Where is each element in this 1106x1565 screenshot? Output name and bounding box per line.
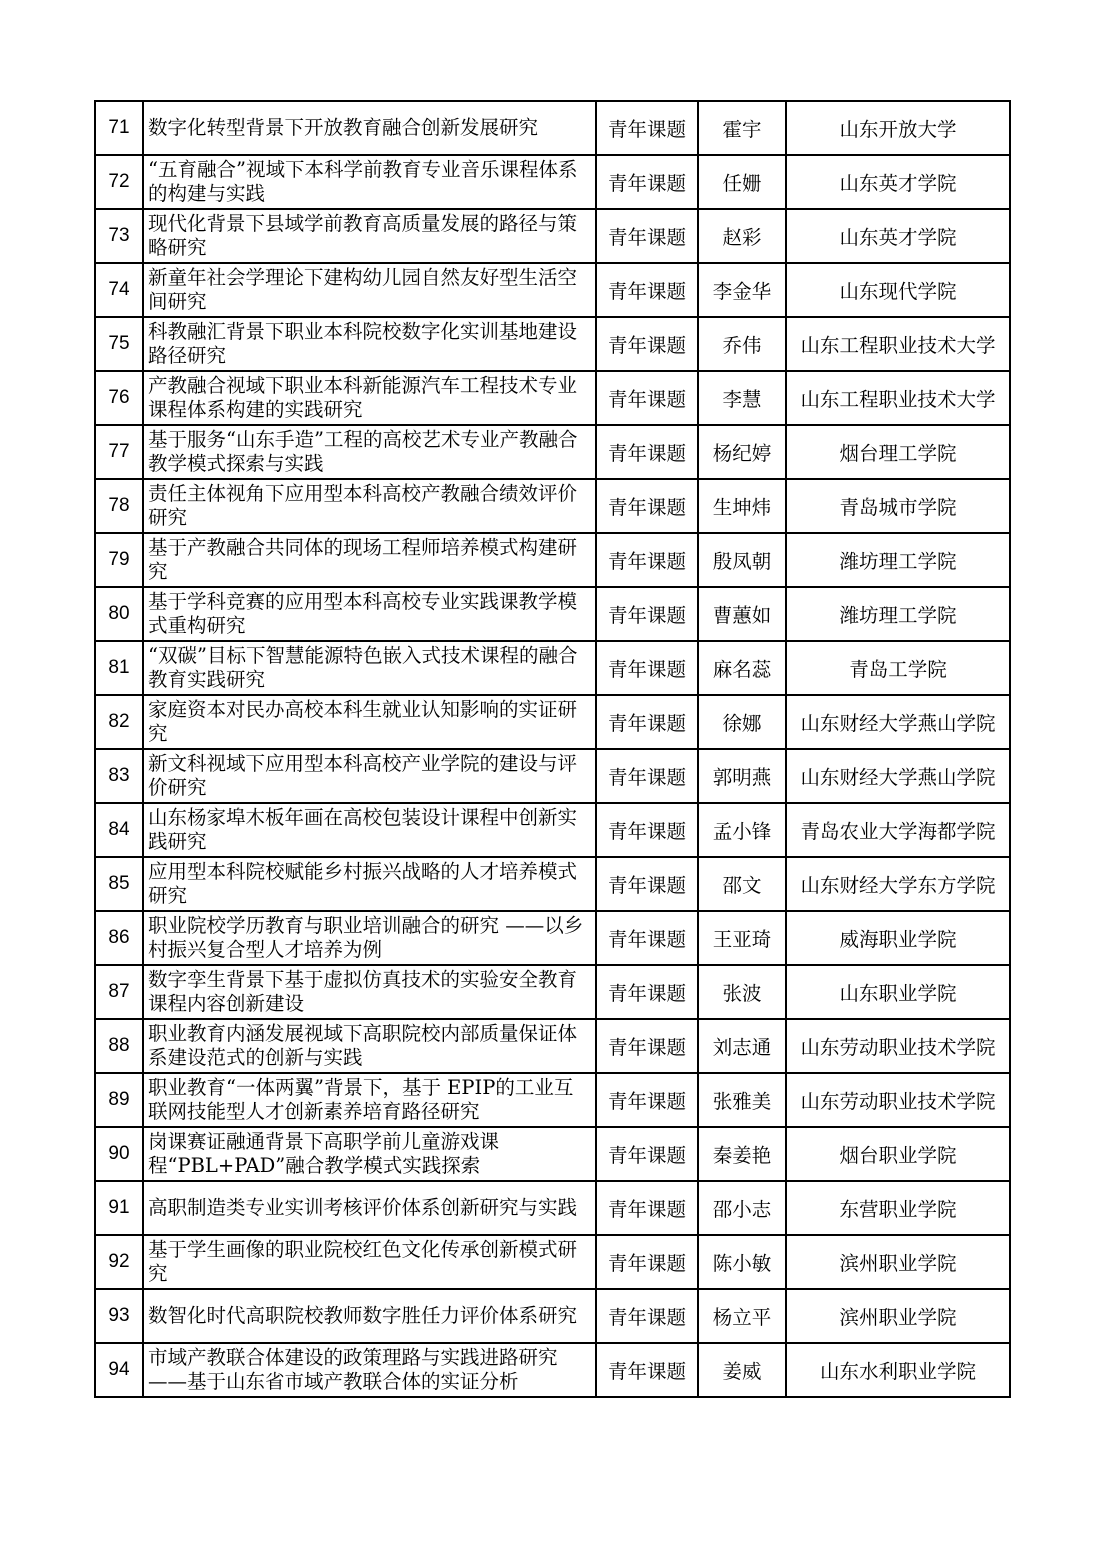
institution: 东营职业学院	[786, 1181, 1010, 1235]
project-leader: 孟小锋	[698, 803, 786, 857]
row-number: 93	[95, 1289, 143, 1343]
institution: 山东财经大学东方学院	[786, 857, 1010, 911]
project-leader: 李金华	[698, 263, 786, 317]
project-leader: 秦姜艳	[698, 1127, 786, 1181]
row-number: 84	[95, 803, 143, 857]
project-category: 青年课题	[596, 1343, 698, 1397]
table-row	[95, 263, 1010, 317]
institution: 山东开放大学	[786, 101, 1010, 155]
table-row	[95, 479, 1010, 533]
project-title: 职业院校学历教育与职业培训融合的研究 ——以乡村振兴复合型人才培养为例	[143, 911, 596, 965]
institution: 山东财经大学燕山学院	[786, 749, 1010, 803]
project-title: 高职制造类专业实训考核评价体系创新研究与实践	[143, 1181, 596, 1235]
institution: 山东工程职业技术大学	[786, 371, 1010, 425]
institution: 青岛城市学院	[786, 479, 1010, 533]
project-title: 职业教育内涵发展视域下高职院校内部质量保证体系建设范式的创新与实践	[143, 1019, 596, 1073]
project-category: 青年课题	[596, 641, 698, 695]
institution: 烟台职业学院	[786, 1127, 1010, 1181]
table-row	[95, 1343, 1010, 1397]
project-leader: 张雅美	[698, 1073, 786, 1127]
project-title: 产教融合视域下职业本科新能源汽车工程技术专业课程体系构建的实践研究	[143, 371, 596, 425]
project-category: 青年课题	[596, 965, 698, 1019]
project-category: 青年课题	[596, 1019, 698, 1073]
project-category: 青年课题	[596, 479, 698, 533]
project-leader: 张波	[698, 965, 786, 1019]
project-leader: 徐娜	[698, 695, 786, 749]
table-row	[95, 1289, 1010, 1343]
row-number: 92	[95, 1235, 143, 1289]
row-number: 75	[95, 317, 143, 371]
table-row	[95, 587, 1010, 641]
table-row	[95, 749, 1010, 803]
project-category: 青年课题	[596, 695, 698, 749]
project-leader: 陈小敏	[698, 1235, 786, 1289]
project-leader: 生坤炜	[698, 479, 786, 533]
institution: 山东劳动职业技术学院	[786, 1019, 1010, 1073]
row-number: 71	[95, 101, 143, 155]
project-leader: 曹蕙如	[698, 587, 786, 641]
institution: 山东水利职业学院	[786, 1343, 1010, 1397]
project-title: 新童年社会学理论下建构幼儿园自然友好型生活空间研究	[143, 263, 596, 317]
project-leader: 霍宇	[698, 101, 786, 155]
project-category: 青年课题	[596, 155, 698, 209]
table-row	[95, 209, 1010, 263]
project-title: 基于学科竞赛的应用型本科高校专业实践课教学模式重构研究	[143, 587, 596, 641]
institution: 山东职业学院	[786, 965, 1010, 1019]
project-category: 青年课题	[596, 1073, 698, 1127]
project-category: 青年课题	[596, 425, 698, 479]
table-row	[95, 857, 1010, 911]
project-leader: 姜威	[698, 1343, 786, 1397]
project-title: 岗课赛证融通背景下高职学前儿童游戏课程“PBL+PAD”融合教学模式实践探索	[143, 1127, 596, 1181]
row-number: 76	[95, 371, 143, 425]
project-leader: 麻名蕊	[698, 641, 786, 695]
project-category: 青年课题	[596, 1181, 698, 1235]
project-title: 新文科视域下应用型本科高校产业学院的建设与评价研究	[143, 749, 596, 803]
institution: 山东现代学院	[786, 263, 1010, 317]
institution: 潍坊理工学院	[786, 587, 1010, 641]
project-title: 基于产教融合共同体的现场工程师培养模式构建研究	[143, 533, 596, 587]
project-leader: 王亚琦	[698, 911, 786, 965]
row-number: 77	[95, 425, 143, 479]
project-category: 青年课题	[596, 911, 698, 965]
project-title: 基于服务“山东手造”工程的高校艺术专业产教融合教学模式探索与实践	[143, 425, 596, 479]
institution: 青岛工学院	[786, 641, 1010, 695]
row-number: 94	[95, 1343, 143, 1397]
table-row	[95, 371, 1010, 425]
project-category: 青年课题	[596, 371, 698, 425]
project-title: 科教融汇背景下职业本科院校数字化实训基地建设路径研究	[143, 317, 596, 371]
project-title: 山东杨家埠木板年画在高校包装设计课程中创新实践研究	[143, 803, 596, 857]
institution: 威海职业学院	[786, 911, 1010, 965]
row-number: 82	[95, 695, 143, 749]
row-number: 81	[95, 641, 143, 695]
project-title: “双碳”目标下智慧能源特色嵌入式技术课程的融合教育实践研究	[143, 641, 596, 695]
project-title: 数字孪生背景下基于虚拟仿真技术的实验安全教育课程内容创新建设	[143, 965, 596, 1019]
project-leader: 李慧	[698, 371, 786, 425]
project-leader: 郭明燕	[698, 749, 786, 803]
project-title: 数字化转型背景下开放教育融合创新发展研究	[143, 101, 596, 155]
institution: 滨州职业学院	[786, 1289, 1010, 1343]
table-row	[95, 533, 1010, 587]
row-number: 85	[95, 857, 143, 911]
institution: 山东英才学院	[786, 209, 1010, 263]
project-title: 家庭资本对民办高校本科生就业认知影响的实证研究	[143, 695, 596, 749]
row-number: 80	[95, 587, 143, 641]
institution: 山东工程职业技术大学	[786, 317, 1010, 371]
project-category: 青年课题	[596, 101, 698, 155]
table-row	[95, 425, 1010, 479]
project-title: 市域产教联合体建设的政策理路与实践进路研究——基于山东省市域产教联合体的实证分析	[143, 1343, 596, 1397]
row-number: 78	[95, 479, 143, 533]
table-row	[95, 965, 1010, 1019]
project-leader: 殷凤朝	[698, 533, 786, 587]
row-number: 88	[95, 1019, 143, 1073]
row-number: 86	[95, 911, 143, 965]
institution: 山东财经大学燕山学院	[786, 695, 1010, 749]
project-category: 青年课题	[596, 749, 698, 803]
table-row	[95, 1235, 1010, 1289]
project-title: 数智化时代高职院校教师数字胜任力评价体系研究	[143, 1289, 596, 1343]
institution: 山东劳动职业技术学院	[786, 1073, 1010, 1127]
row-number: 91	[95, 1181, 143, 1235]
project-category: 青年课题	[596, 263, 698, 317]
row-number: 73	[95, 209, 143, 263]
institution: 山东英才学院	[786, 155, 1010, 209]
row-number: 83	[95, 749, 143, 803]
project-title: 责任主体视角下应用型本科高校产教融合绩效评价研究	[143, 479, 596, 533]
project-title: 应用型本科院校赋能乡村振兴战略的人才培养模式研究	[143, 857, 596, 911]
table-row	[95, 1019, 1010, 1073]
project-leader: 邵小志	[698, 1181, 786, 1235]
table-row	[95, 641, 1010, 695]
project-category: 青年课题	[596, 317, 698, 371]
table-row	[95, 695, 1010, 749]
project-category: 青年课题	[596, 533, 698, 587]
project-leader: 杨纪婷	[698, 425, 786, 479]
project-category: 青年课题	[596, 803, 698, 857]
table-row	[95, 155, 1010, 209]
row-number: 72	[95, 155, 143, 209]
project-leader: 刘志通	[698, 1019, 786, 1073]
project-category: 青年课题	[596, 857, 698, 911]
project-list-table	[94, 100, 1011, 1398]
project-category: 青年课题	[596, 209, 698, 263]
project-title: 基于学生画像的职业院校红色文化传承创新模式研究	[143, 1235, 596, 1289]
project-category: 青年课题	[596, 587, 698, 641]
row-number: 87	[95, 965, 143, 1019]
project-leader: 杨立平	[698, 1289, 786, 1343]
project-title: “五育融合”视域下本科学前教育专业音乐课程体系的构建与实践	[143, 155, 596, 209]
table-row	[95, 1181, 1010, 1235]
table-row	[95, 1127, 1010, 1181]
row-number: 90	[95, 1127, 143, 1181]
institution: 青岛农业大学海都学院	[786, 803, 1010, 857]
table-body	[95, 101, 1010, 1397]
institution: 潍坊理工学院	[786, 533, 1010, 587]
project-leader: 赵彩	[698, 209, 786, 263]
institution: 滨州职业学院	[786, 1235, 1010, 1289]
row-number: 79	[95, 533, 143, 587]
project-leader: 乔伟	[698, 317, 786, 371]
table-row	[95, 1073, 1010, 1127]
row-number: 89	[95, 1073, 143, 1127]
project-leader: 邵文	[698, 857, 786, 911]
project-title: 职业教育“一体两翼”背景下，基于 EPIP的工业互联网技能型人才创新素养培育路径研究	[143, 1073, 596, 1127]
row-number: 74	[95, 263, 143, 317]
project-leader: 任姗	[698, 155, 786, 209]
project-category: 青年课题	[596, 1127, 698, 1181]
table-row	[95, 101, 1010, 155]
table-row	[95, 911, 1010, 965]
project-title: 现代化背景下县域学前教育高质量发展的路径与策略研究	[143, 209, 596, 263]
project-category: 青年课题	[596, 1289, 698, 1343]
institution: 烟台理工学院	[786, 425, 1010, 479]
table-row	[95, 317, 1010, 371]
project-category: 青年课题	[596, 1235, 698, 1289]
table-row	[95, 803, 1010, 857]
